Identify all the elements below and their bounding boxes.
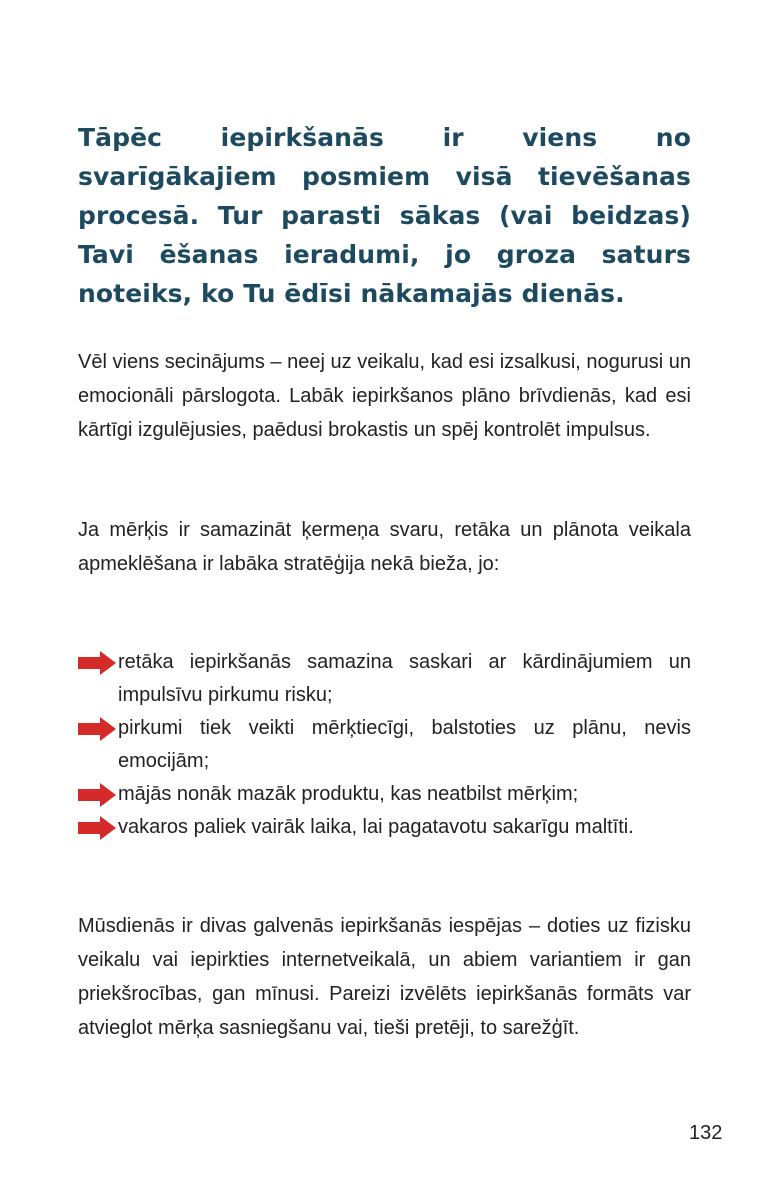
list-item <box>78 712 691 778</box>
paragraph-3: Mūsdienās ir divas galvenās iepirkšanās iespējas – doties uz fizisku veikalu vai iepirkties internetveikalā, un abiem variantiem ir gan priekšrocības, gan mīnusi. Pareizi izvēlēts iepirkšanās formāts var atvieglot mērķa sasniegšanu vai, tieši pretēji, to sarežģīt. <box>78 915 691 1039</box>
red-arrow-icon <box>78 651 116 675</box>
list-item <box>78 646 691 712</box>
red-arrow-icon <box>78 783 116 807</box>
bullet-text: mājās nonāk mazāk produktu, kas neatbilst mērķim; <box>118 783 579 805</box>
bullet-text: vakaros paliek vairāk laika, lai pagatavotu sakarīgu maltīti. <box>118 816 634 838</box>
page-number: 132 <box>689 1122 723 1144</box>
bullet-text: pirkumi tiek veikti mērķtiecīgi, balstoties uz plānu, nevis emocijām; <box>118 717 691 772</box>
list-item <box>78 778 691 811</box>
paragraph-2: Ja mērķis ir samazināt ķermeņa svaru, retāka un plānota veikala apmeklēšana ir labāka stratēģija nekā bieža, jo: <box>78 519 691 575</box>
list-item <box>78 811 691 844</box>
paragraph-1: Vēl viens secinājums – neej uz veikalu, kad esi izsalkusi, nogurusi un emocionāli pārslogota. Labāk iepirkšanos plāno brīvdienās, kad esi kārtīgi izgulējusies, paēdusi brokastis un spēj kontrolēt impulsus. <box>78 351 691 441</box>
page-heading: Tāpēc iepirkšanās ir viens no svarīgākajiem posmiem visā tievēšanas procesā. Tur parasti sākas (vai beidzas) Tavi ēšanas ieradumi, jo groza saturs noteiks, ko Tu ēdīsi nākamajās dienās. <box>78 123 691 308</box>
red-arrow-icon <box>78 816 116 840</box>
bullet-list <box>78 646 691 844</box>
red-arrow-icon <box>78 717 116 741</box>
bullet-text: retāka iepirkšanās samazina saskari ar kārdinājumiem un impulsīvu pirkumu risku; <box>118 651 691 706</box>
